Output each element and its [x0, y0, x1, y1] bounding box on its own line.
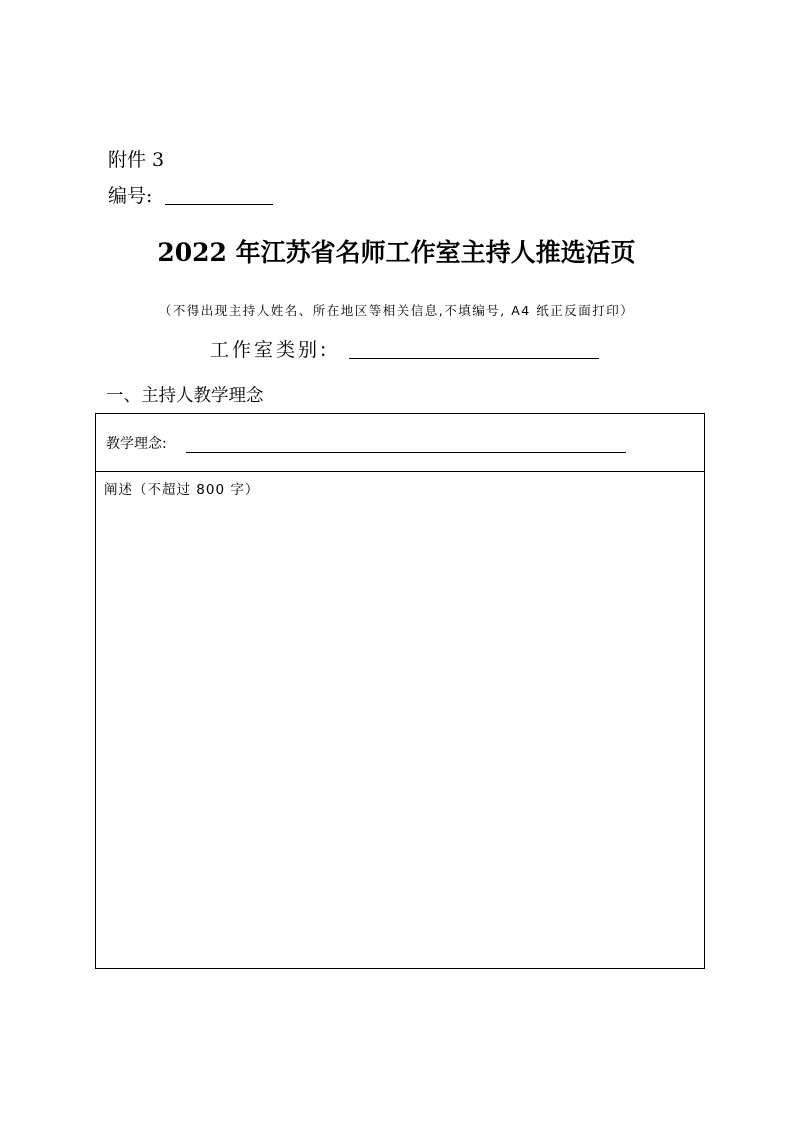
serial-number-field[interactable]: [165, 204, 273, 205]
philosophy-field[interactable]: [186, 452, 626, 453]
teaching-philosophy-form: [95, 413, 705, 969]
elaboration-area[interactable]: [96, 472, 704, 966]
studio-category-field[interactable]: [349, 358, 599, 359]
instruction-note: （不得出现主持人姓名、所在地区等相关信息,不填编号, A4 纸正反面打印）: [158, 303, 635, 318]
attachment-label: 附件 3: [108, 149, 165, 171]
studio-category-label: 工作室类别:: [210, 339, 330, 361]
section-heading: 一、主持人教学理念: [106, 386, 264, 406]
page-title: 2022 年江苏省名师工作室主持人推选活页: [157, 238, 636, 267]
philosophy-row: [96, 414, 704, 472]
elaboration-label: 阐述（不超过 800 字）: [104, 482, 260, 498]
serial-number-label: 编号:: [108, 185, 153, 207]
philosophy-label: 教学理念:: [106, 436, 167, 452]
